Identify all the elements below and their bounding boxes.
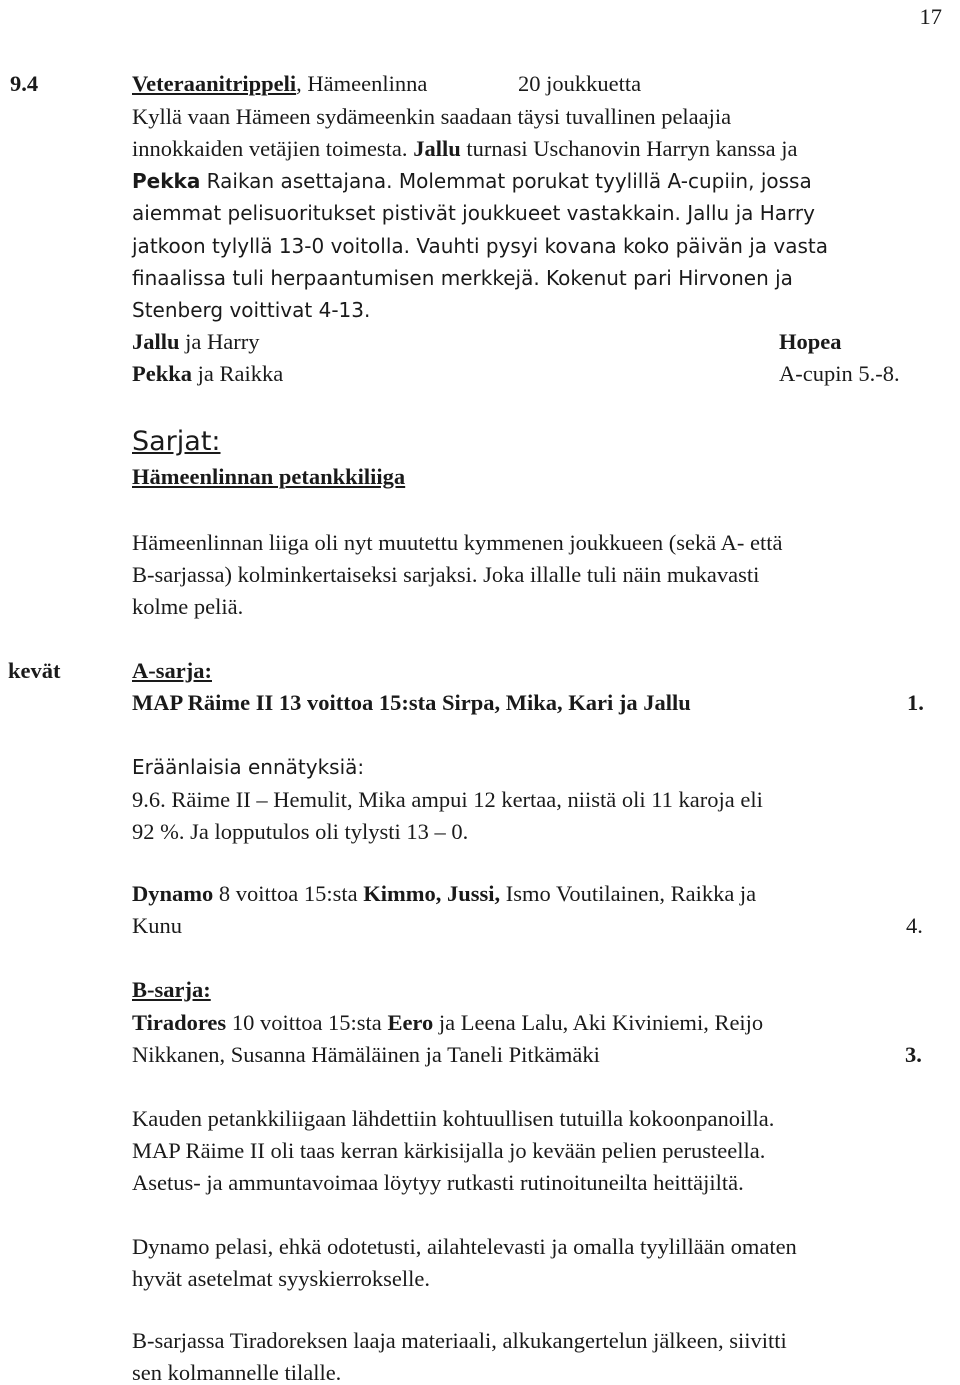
- body-line: [132, 106, 731, 129]
- text: sen kolmannelle tilalle.: [132, 1360, 342, 1385]
- text: ja Leena Lalu, Aki Kiviniemi, Reijo: [433, 1010, 764, 1035]
- summary-line: [132, 1108, 774, 1131]
- text: 10 voittoa 15:sta: [226, 1010, 388, 1035]
- body-line: [132, 138, 798, 161]
- bold-text: Tiradores: [132, 1010, 227, 1035]
- text: kolme peliä.: [132, 594, 244, 619]
- a-series-heading: A-sarja:: [132, 658, 212, 683]
- text: B-sarjassa Tiradoreksen laaja materiaali, alkukangertelun jälkeen, siivitti: [132, 1328, 787, 1353]
- text: Kunu: [132, 913, 182, 938]
- text: Kyllä vaan Hämeen sydämeenkin saadaan täysi tuvallinen pelaajia: [132, 104, 732, 129]
- records-heading: Eräänlaisia ennätyksiä:: [132, 755, 365, 779]
- text: Nikkanen, Susanna Hämäläinen ja Taneli Pitkämäki: [132, 1042, 600, 1067]
- b-note-line: [132, 1362, 341, 1385]
- text: Asetus- ja ammuntavoimaa löytyy rutkasti rutinoituneilta heittäjiltä.: [132, 1170, 744, 1195]
- bold-text: Kimmo, Jussi,: [363, 881, 501, 906]
- text: innokkaiden vetäjien toimesta.: [132, 136, 414, 161]
- body-line: [132, 300, 370, 320]
- body-line: [132, 203, 815, 223]
- section-number: 9.4: [10, 71, 39, 96]
- bold-text: Eero: [387, 1010, 434, 1035]
- result-name: Jallu ja Harry: [132, 329, 260, 354]
- text: 92 %. Ja lopputulos oli tylysti 13 – 0.: [132, 819, 469, 844]
- event-location: , Hämeenlinna: [296, 71, 428, 96]
- dynamo-line: [132, 915, 182, 938]
- tiradores-place: 3.: [905, 1042, 922, 1067]
- tiradores-line: [132, 1012, 763, 1035]
- summary-line: [132, 1140, 765, 1163]
- text: aiemmat pelisuoritukset pistivät joukkueet vastakkain. Jallu ja Harry: [132, 201, 815, 225]
- text: turnasi Uschanovin Harryn kanssa ja: [460, 136, 798, 161]
- a-series-place: 1.: [907, 690, 924, 715]
- bold-text: Jallu: [413, 136, 461, 161]
- text: finaalissa tuli herpaantumisen merkkejä. Kokenut pari Hirvonen ja: [132, 266, 793, 290]
- result-name: Pekka ja Raikka: [132, 361, 284, 386]
- body-line: [132, 236, 828, 256]
- text: hyvät asetelmat syyskierrokselle.: [132, 1266, 431, 1291]
- result-place: Hopea: [779, 329, 842, 354]
- a-series-result: MAP Räime II 13 voittoa 15:sta Sirpa, Mika, Kari ja Jallu: [132, 690, 691, 715]
- text: Ismo Voutilainen, Raikka ja: [500, 881, 757, 906]
- text: 8 voittoa 15:sta: [213, 881, 364, 906]
- record-line: [132, 789, 763, 812]
- text: 9.6. Räime II – Hemulit, Mika ampui 12 kertaa, niistä oli 11 karoja eli: [132, 787, 763, 812]
- text: MAP Räime II oli taas kerran kärkisijalla jo kevään pelien perusteella.: [132, 1138, 766, 1163]
- bold-text: Dynamo: [132, 881, 214, 906]
- tiradores-line: [132, 1044, 600, 1067]
- intro-line: [132, 532, 782, 555]
- dynamo-note-line: [132, 1268, 430, 1291]
- record-line: [132, 821, 468, 844]
- text: Stenberg voittivat 4-13.: [132, 298, 371, 322]
- page-number: 17: [919, 4, 942, 29]
- season-label: kevät: [8, 658, 61, 683]
- event-title-line: [132, 73, 427, 96]
- text: B-sarjassa) kolminkertaiseksi sarjaksi. Joka illalle tuli näin mukavasti: [132, 562, 760, 587]
- summary-line: [132, 1172, 744, 1195]
- intro-line: [132, 596, 243, 619]
- text: Kauden petankkiliigaan lähdettiin kohtuullisen tutuilla kokoonpanoilla.: [132, 1106, 775, 1131]
- b-note-line: [132, 1330, 787, 1353]
- body-line: [132, 171, 812, 191]
- event-name: Veteraanitrippeli: [132, 71, 297, 96]
- dynamo-line: [132, 883, 756, 906]
- text: Hämeenlinnan liiga oli nyt muutettu kymmenen joukkueen (sekä A- että: [132, 530, 783, 555]
- text: Raikan asettajana. Molemmat porukat tyylillä A-cupiin, jossa: [200, 169, 812, 193]
- dynamo-note-line: [132, 1236, 797, 1259]
- text: Dynamo pelasi, ehkä odotetusti, ailahtelevasti ja omalla tyylillään omaten: [132, 1234, 797, 1259]
- intro-line: [132, 564, 759, 587]
- body-line: [132, 268, 793, 288]
- result-place: A-cupin 5.-8.: [779, 361, 900, 386]
- team-count: 20 joukkuetta: [518, 71, 642, 96]
- b-series-heading: B-sarja:: [132, 977, 211, 1002]
- league-heading: Hämeenlinnan petankkiliiga: [132, 464, 406, 489]
- dynamo-place: 4.: [906, 913, 923, 938]
- text: jatkoon tylyllä 13-0 voitolla. Vauhti pysyi kovana koko päivän ja vasta: [132, 234, 829, 258]
- sarjat-heading: Sarjat:: [132, 426, 221, 457]
- bold-text: Pekka: [132, 169, 201, 193]
